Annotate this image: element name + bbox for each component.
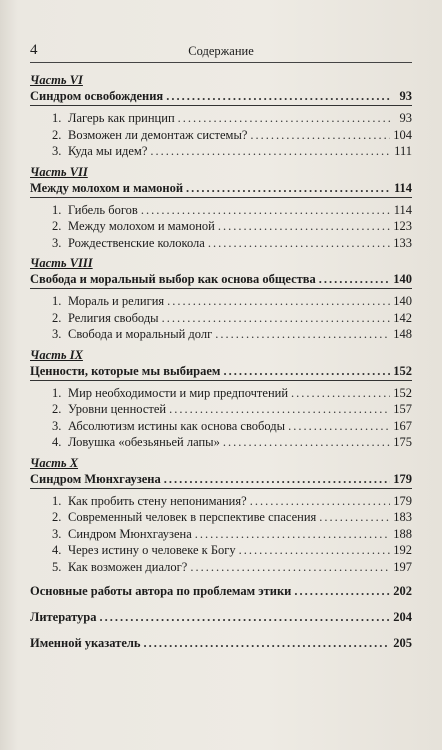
section-page: 140 bbox=[393, 294, 412, 308]
dot-leader bbox=[166, 88, 391, 105]
section-page: 183 bbox=[393, 510, 412, 524]
section-page: 157 bbox=[393, 402, 412, 416]
section-entry[interactable] bbox=[30, 401, 412, 418]
chapter-title: Между молохом и мамоной bbox=[30, 180, 184, 195]
back-matter-title: Литература bbox=[30, 610, 97, 624]
section-number: 2. bbox=[52, 402, 62, 416]
section-entry[interactable] bbox=[30, 326, 412, 343]
dot-leader bbox=[223, 363, 390, 380]
chapter-title: Свобода и моральный выбор как основа общества bbox=[30, 272, 316, 286]
section-title: Куда мы идем? bbox=[68, 144, 148, 158]
section-entry[interactable] bbox=[30, 127, 412, 144]
dot-leader bbox=[218, 218, 390, 235]
dot-leader bbox=[186, 180, 391, 197]
back-matter-page: 204 bbox=[393, 610, 412, 624]
section-entry[interactable] bbox=[30, 385, 412, 402]
dot-leader bbox=[319, 271, 390, 288]
section-entry[interactable] bbox=[30, 218, 412, 235]
part-label: Часть IX bbox=[30, 347, 83, 362]
toc-part bbox=[30, 72, 412, 160]
section-entry[interactable] bbox=[30, 434, 412, 451]
section-number: 3. bbox=[52, 327, 62, 341]
chapter-page: 152 bbox=[393, 363, 412, 378]
dot-leader bbox=[250, 127, 390, 144]
section-number: 4. bbox=[52, 543, 62, 557]
chapter-entry[interactable] bbox=[30, 471, 412, 489]
section-entry[interactable] bbox=[30, 559, 412, 576]
back-matter-page: 205 bbox=[393, 636, 412, 650]
dot-leader bbox=[167, 293, 390, 310]
section-title: Возможен ли демонтаж системы? bbox=[68, 127, 248, 142]
section-entry[interactable] bbox=[30, 526, 412, 543]
section-number: 4. bbox=[52, 435, 62, 449]
section-page: 114 bbox=[393, 202, 412, 217]
section-number: 2. bbox=[52, 310, 62, 325]
section-page: 188 bbox=[393, 526, 412, 541]
section-number: 1. bbox=[52, 493, 62, 508]
dot-leader bbox=[288, 418, 390, 435]
dot-leader bbox=[144, 633, 391, 653]
chapter-title: Синдром Мюнхгаузена bbox=[30, 471, 161, 486]
section-page: 175 bbox=[393, 435, 412, 449]
back-matter-page: 202 bbox=[393, 584, 412, 598]
section-title: Как пробить стену непонимания? bbox=[68, 493, 247, 508]
section-number: 2. bbox=[52, 219, 62, 233]
section-entry[interactable] bbox=[30, 143, 412, 160]
toc-part bbox=[30, 164, 412, 252]
back-matter-entry[interactable] bbox=[30, 633, 412, 653]
section-number: 1. bbox=[52, 202, 62, 217]
dot-leader bbox=[239, 542, 391, 559]
section-number: 5. bbox=[52, 559, 62, 574]
section-page: 133 bbox=[393, 235, 412, 250]
dot-leader bbox=[100, 607, 391, 627]
section-entry[interactable] bbox=[30, 235, 412, 252]
section-title: Ловушка «обезьяньей лапы» bbox=[68, 435, 220, 449]
section-page: 111 bbox=[394, 144, 412, 158]
dot-leader bbox=[294, 581, 390, 601]
chapter-page: 93 bbox=[399, 89, 412, 103]
section-title: Как возможен диалог? bbox=[68, 559, 188, 574]
back-matter-title: Основные работы автора по проблемам этики bbox=[30, 584, 292, 598]
section-entry[interactable] bbox=[30, 418, 412, 435]
section-page: 197 bbox=[393, 559, 412, 574]
section-number: 1. bbox=[52, 111, 62, 125]
section-title: Современный человек в перспективе спасения bbox=[68, 510, 317, 524]
part-label: Часть X bbox=[30, 455, 79, 470]
dot-leader bbox=[319, 509, 390, 526]
section-title: Религия свободы bbox=[68, 310, 159, 325]
section-page: 167 bbox=[393, 418, 412, 433]
dot-leader bbox=[250, 493, 391, 510]
section-title: Свобода и моральный долг bbox=[68, 327, 213, 341]
dot-leader bbox=[164, 471, 391, 488]
chapter-title: Синдром освобождения bbox=[30, 89, 164, 103]
part-label: Часть VI bbox=[30, 73, 83, 87]
section-entry[interactable] bbox=[30, 310, 412, 327]
part-label: Часть VIII bbox=[30, 256, 93, 270]
dot-leader bbox=[223, 434, 390, 451]
table-of-contents bbox=[30, 72, 412, 653]
toc-part bbox=[30, 255, 412, 343]
dot-leader bbox=[215, 326, 390, 343]
chapter-entry[interactable] bbox=[30, 363, 412, 381]
section-number: 2. bbox=[52, 510, 62, 524]
section-number: 3. bbox=[52, 526, 62, 541]
chapter-title: Ценности, которые мы выбираем bbox=[30, 363, 221, 378]
section-entry[interactable] bbox=[30, 202, 412, 219]
section-number: 1. bbox=[52, 385, 62, 400]
toc-part bbox=[30, 455, 412, 576]
section-entry[interactable] bbox=[30, 542, 412, 559]
chapter-entry[interactable] bbox=[30, 88, 412, 106]
section-number: 3. bbox=[52, 144, 62, 158]
dot-leader bbox=[291, 385, 390, 402]
section-page: 179 bbox=[393, 493, 412, 508]
section-title: Между молохом и мамоной bbox=[68, 219, 215, 233]
section-entry[interactable] bbox=[30, 293, 412, 310]
section-page: 152 bbox=[393, 385, 412, 400]
dot-leader bbox=[162, 310, 391, 327]
chapter-page: 179 bbox=[393, 471, 412, 486]
dot-leader bbox=[150, 143, 391, 160]
section-title: Абсолютизм истины как основа свободы bbox=[68, 418, 286, 433]
section-title: Через истину о человеке к Богу bbox=[68, 543, 236, 557]
back-matter-title: Именной указатель bbox=[30, 636, 141, 650]
section-title: Рождественские колокола bbox=[68, 235, 205, 250]
part-label: Часть VII bbox=[30, 164, 88, 179]
dot-leader bbox=[169, 401, 390, 418]
section-title: Мир необходимости и мир предпочтений bbox=[68, 385, 289, 400]
back-matter-entry[interactable] bbox=[30, 581, 412, 601]
dot-leader bbox=[141, 202, 391, 219]
section-page: 123 bbox=[393, 219, 412, 233]
chapter-entry[interactable] bbox=[30, 271, 412, 289]
dot-leader bbox=[178, 110, 391, 127]
dot-leader bbox=[195, 526, 390, 543]
section-page: 142 bbox=[393, 310, 412, 325]
section-title: Мораль и религия bbox=[68, 294, 165, 308]
section-title: Синдром Мюнхгаузена bbox=[68, 526, 192, 541]
dot-leader bbox=[190, 559, 390, 576]
section-number: 1. bbox=[52, 294, 62, 308]
back-matter-entry[interactable] bbox=[30, 607, 412, 627]
section-page: 192 bbox=[393, 543, 412, 557]
chapter-page: 140 bbox=[393, 272, 412, 286]
section-title: Лагерь как принцип bbox=[68, 111, 175, 125]
chapter-entry[interactable] bbox=[30, 180, 412, 198]
section-number: 3. bbox=[52, 235, 62, 250]
section-page: 148 bbox=[393, 327, 412, 341]
section-page: 93 bbox=[399, 111, 412, 125]
section-number: 2. bbox=[52, 127, 62, 142]
running-title: Содержание bbox=[188, 44, 254, 58]
section-entry[interactable] bbox=[30, 493, 412, 510]
section-number: 3. bbox=[52, 418, 62, 433]
section-entry[interactable] bbox=[30, 110, 412, 127]
toc-part bbox=[30, 347, 412, 451]
chapter-page: 114 bbox=[393, 180, 412, 195]
page-number: 4 bbox=[30, 42, 38, 58]
section-page: 104 bbox=[393, 127, 412, 142]
section-title: Гибель богов bbox=[68, 202, 138, 217]
dot-leader bbox=[208, 235, 390, 252]
section-title: Уровни ценностей bbox=[68, 402, 167, 416]
running-head bbox=[30, 42, 412, 63]
section-entry[interactable] bbox=[30, 509, 412, 526]
